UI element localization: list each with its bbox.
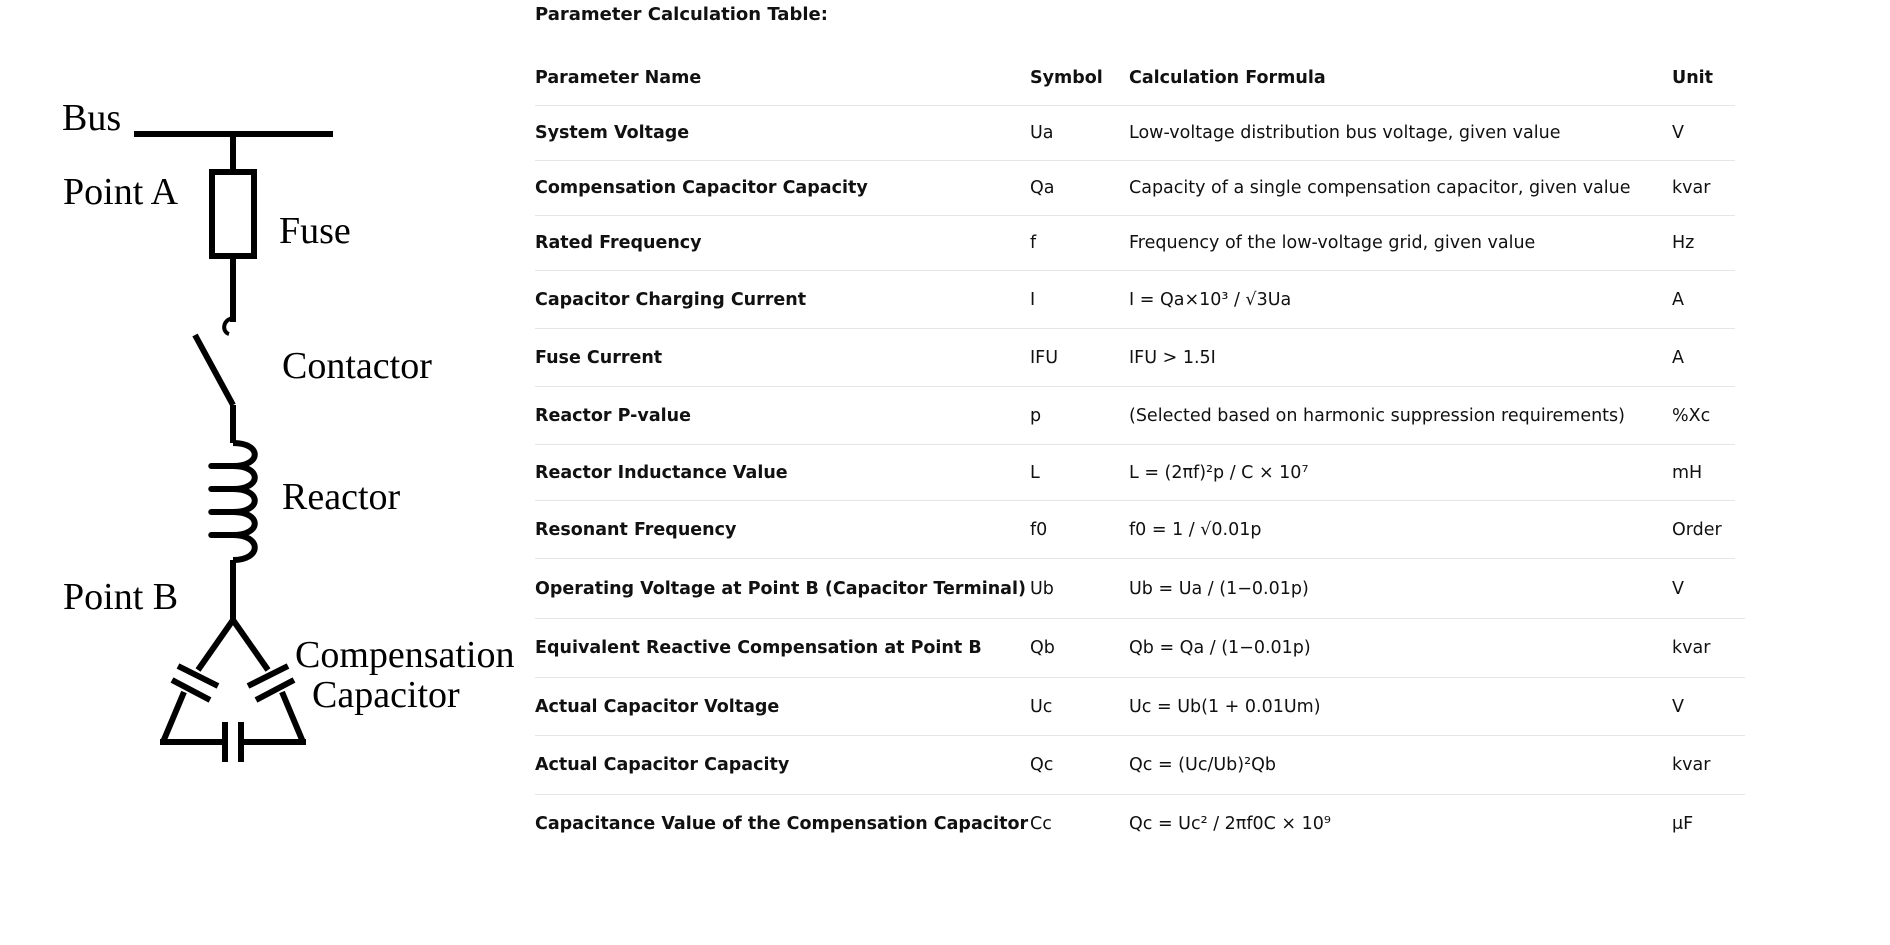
param-unit: A: [1672, 347, 1684, 368]
header-parameter-name: Parameter Name: [535, 67, 702, 88]
param-formula: Qb = Qa / (1−0.01p): [1129, 638, 1311, 658]
header-symbol: Symbol: [1030, 67, 1103, 88]
param-formula: Ub = Ua / (1−0.01p): [1129, 578, 1309, 599]
param-formula: Capacity of a single compensation capacitor, given value: [1129, 178, 1631, 198]
param-symbol: Ua: [1030, 123, 1054, 143]
param-symbol: IFU: [1030, 347, 1059, 368]
table-row: [535, 387, 1735, 445]
param-name: Reactor Inductance Value: [535, 462, 788, 483]
param-name: Capacitance Value of the Compensation Capacitor: [535, 814, 1029, 834]
delta-capacitor-bank: [160, 620, 306, 762]
param-unit: kvar: [1672, 755, 1711, 775]
param-symbol: f0: [1030, 519, 1048, 540]
param-unit: A: [1672, 289, 1684, 310]
param-name: Actual Capacitor Capacity: [535, 755, 790, 775]
param-symbol: L: [1030, 462, 1040, 483]
param-unit: μF: [1672, 814, 1694, 834]
param-symbol: f: [1030, 233, 1037, 253]
circuit-diagram: [0, 0, 530, 800]
param-formula: Qc = Uc² / 2πf0C × 10⁹: [1129, 814, 1331, 834]
param-formula: Uc = Ub(1 + 0.01Um): [1129, 696, 1321, 717]
param-unit: Order: [1672, 519, 1722, 540]
reactor-coil-left: [220, 466, 233, 489]
param-formula: f0 = 1 / √0.01p: [1129, 519, 1262, 540]
param-unit: V: [1672, 578, 1684, 599]
param-name: Operating Voltage at Point B (Capacitor Terminal): [535, 578, 1026, 599]
table-row: [535, 678, 1745, 736]
param-symbol: p: [1030, 405, 1042, 426]
table-row: [535, 795, 1745, 853]
label-fuse: Fuse: [279, 210, 351, 252]
param-name: System Voltage: [535, 123, 690, 143]
table-row: [535, 619, 1745, 678]
table-row: [535, 329, 1735, 387]
param-unit: mH: [1672, 462, 1703, 483]
param-formula: (Selected based on harmonic suppression requirements): [1129, 405, 1625, 426]
param-unit: %Xc: [1672, 405, 1711, 426]
param-name: Rated Frequency: [535, 233, 702, 253]
param-name: Resonant Frequency: [535, 519, 737, 540]
table-row: [535, 161, 1735, 216]
param-unit: V: [1672, 696, 1684, 717]
param-name: Equivalent Reactive Compensation at Point B: [535, 638, 982, 658]
label-capacitor-line1: Compensation: [295, 634, 515, 676]
table-row: [535, 559, 1745, 619]
label-reactor: Reactor: [282, 476, 401, 518]
param-unit: V: [1672, 123, 1684, 143]
table-row: [535, 216, 1735, 271]
param-symbol: I: [1030, 289, 1036, 310]
param-formula: L = (2πf)²p / C × 10⁷: [1129, 462, 1309, 483]
table-header-row: [535, 50, 1735, 106]
param-unit: kvar: [1672, 178, 1711, 198]
param-symbol: Ub: [1030, 578, 1054, 599]
param-name: Capacitor Charging Current: [535, 289, 807, 310]
param-name: Actual Capacitor Voltage: [535, 696, 780, 717]
param-name: Compensation Capacitor Capacity: [535, 178, 868, 198]
table-row: [535, 106, 1735, 161]
table-title: Parameter Calculation Table:: [535, 4, 828, 25]
param-unit: Hz: [1672, 233, 1695, 253]
param-name: Fuse Current: [535, 347, 663, 368]
param-name: Reactor P-value: [535, 405, 691, 426]
label-point-a: Point A: [63, 171, 179, 213]
fuse-symbol: [212, 172, 254, 256]
table-row: [535, 445, 1735, 501]
header-formula: Calculation Formula: [1129, 67, 1326, 88]
contactor-blade: [195, 335, 233, 405]
param-formula: I = Qa×10³ / √3Ua: [1129, 289, 1292, 310]
table-row: [535, 736, 1745, 795]
label-contactor: Contactor: [282, 345, 432, 387]
param-symbol: Qc: [1030, 755, 1054, 775]
param-unit: kvar: [1672, 638, 1711, 658]
header-unit: Unit: [1672, 67, 1714, 88]
label-point-b: Point B: [63, 576, 179, 618]
param-formula: Low-voltage distribution bus voltage, given value: [1129, 123, 1561, 143]
param-symbol: Qb: [1030, 638, 1055, 658]
label-bus: Bus: [62, 97, 122, 139]
param-formula: Qc = (Uc/Ub)²Qb: [1129, 755, 1276, 775]
label-capacitor-line2: Capacitor: [312, 674, 460, 716]
param-formula: Frequency of the low-voltage grid, given value: [1129, 233, 1536, 253]
param-formula: IFU > 1.5I: [1129, 347, 1216, 368]
param-symbol: Cc: [1030, 814, 1052, 834]
reactor-coil: [211, 443, 255, 560]
table-row: [535, 501, 1735, 559]
param-symbol: Qa: [1030, 178, 1055, 198]
table-row: [535, 271, 1735, 329]
param-symbol: Uc: [1030, 696, 1053, 717]
